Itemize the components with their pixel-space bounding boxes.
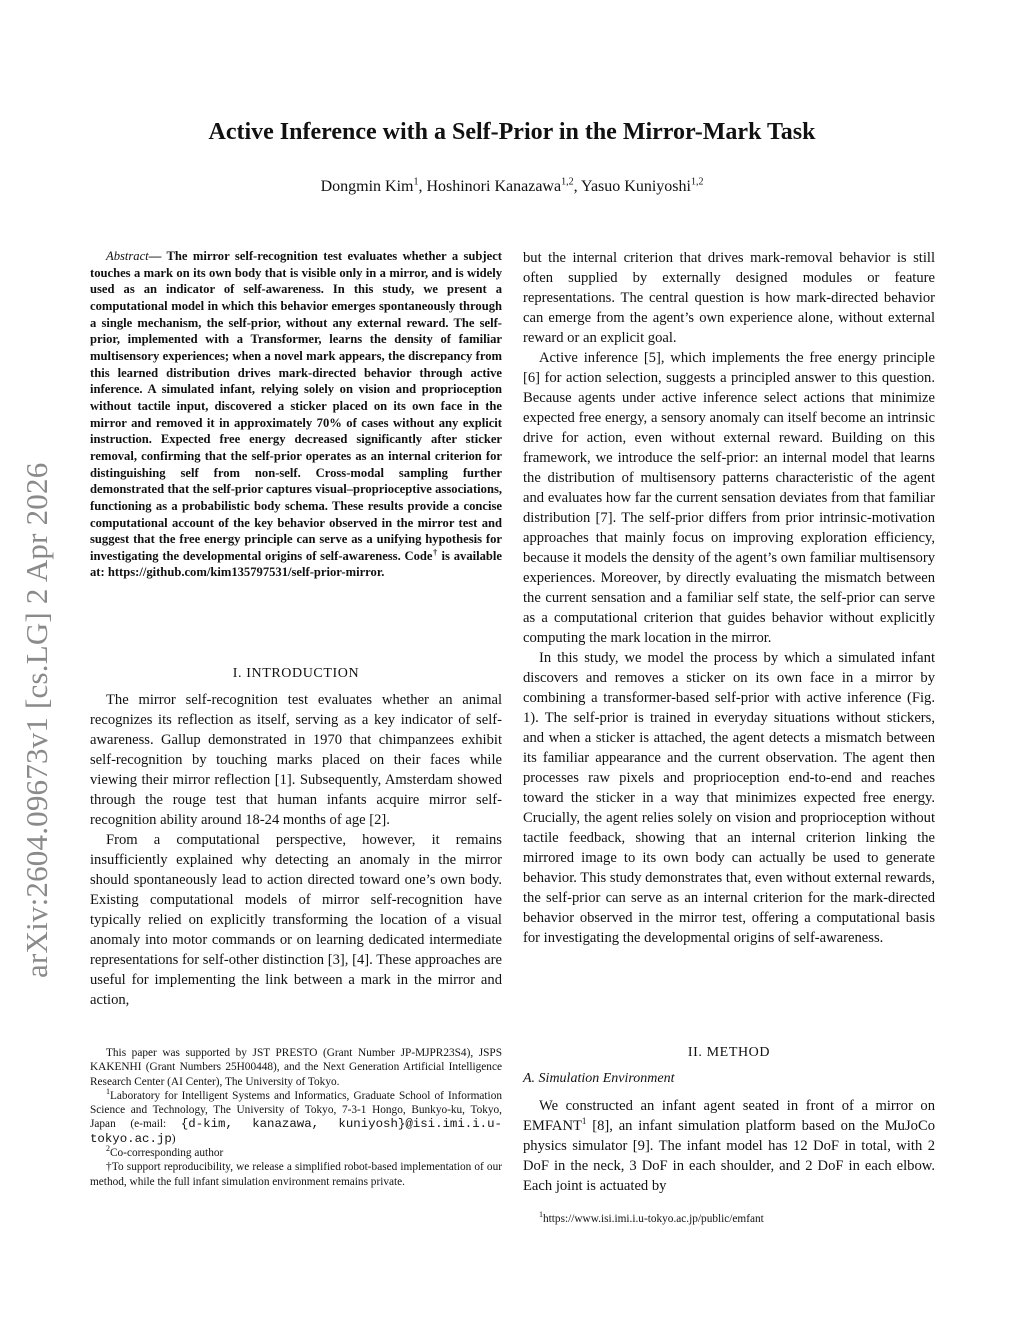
- author-name: Dongmin Kim: [320, 178, 414, 195]
- abstract-text: — The mirror self-recognition test evaluates whether a subject touches a mark on its own body that is visible only in a mirror, and is widely used as an indicator of self-awareness. In this study, we present a computational model in which this behavior emerges spontaneously through a single mechanism, the self-prior, without any external reward. The self-prior, implemented with a Transformer, learns the density of familiar multisensory experiences; when a novel mark appears, the discrepancy from this learned distribution drives mark-directed behavior through active inference. A simulated infant, relying solely on vision and proprioception without tactile input, discovered a sticker placed on its own face in the mirror and removed it in approximately 70% of cases without any explicit instruction. Expected free energy decreased significantly after sticker removal, confirming that the self-prior operates as an internal criterion for distinguishing self from non-self. Cross-modal sampling further demonstrated that the self-prior captures visual–proprioceptive associations, functioning as a probabilistic body schema. These results provide a concise computational account of the key behavior observed in the mirror test and suggest that the free energy principle can serve as a unifying hypothesis for investigating the developmental origins of self-awareness. Code: [90, 249, 502, 563]
- author-name: Yasuo Kuniyoshi: [580, 178, 691, 195]
- affiliation-footnote-2: [90, 1146, 502, 1160]
- method-text: We constructed an infant agent seated in front of a mirror on EMFANT: [523, 1098, 935, 1134]
- paragraph: In this study, we model the process by which a simulated infant discovers and removes a sticker on its own face in a mirror by combining a transformer-based self-prior with active inference (Fig. 1). The self-prior is trained in everyday situations without stickers, and when a sticker is attached, the agent detects a mismatch between its familiar appearance and the current observation. The agent then processes raw pixels and proprioception end-to-end and reaches toward the sticker in a way that minimizes expected free energy. Crucially, the agent relies solely on vision and proprioception without tactile feedback, showing that an internal criterion linking the mirrored image to its own body can actually be used to generate behavior. This study demonstrates that, even without external rewards, the self-prior can serve as an internal criterion for the mark-directed behavior observed in the mirror test, offering a computational basis for investigating the developmental origins of self-awareness.: [523, 650, 935, 946]
- affiliation-close: ): [171, 1132, 176, 1145]
- reproducibility-footnote: †To support reproducibility, we release a simplified robot-based implementation of our method, while the full infant simulation environment remains private.: [90, 1161, 502, 1188]
- footnote-mark: 1: [106, 1087, 110, 1097]
- subsection-heading-simulation: A. Simulation Environment: [523, 1071, 675, 1086]
- footnote-mark: 1: [539, 1210, 543, 1220]
- paragraph: [523, 1096, 935, 1196]
- method-body: [523, 1096, 935, 1196]
- affiliation-text: Laboratory for Intelligent Systems and Informatics, Graduate School of Information Science and Technology, The University of Tokyo, 7-3-1 Hongo, Bunkyo-ku, Tokyo, Japan (e-mail:: [90, 1089, 502, 1131]
- funding-footnote: This paper was supported by JST PRESTO (Grant Number JP-MJPR23S4), JSPS KAKENHI (Grant Numbers 25H00448), and the Next Generation Artificial Intelligence Research Center (AI Center), The University of Tokyo.: [90, 1047, 502, 1088]
- abstract-label: Abstract: [106, 249, 149, 263]
- method-text: [8], an infant simulation platform based on the MuJoCo physics simulator [9]. The infant model has 12 DoF in total, with 2 DoF in the neck, 3 DoF in each shoulder, and 2 DoF in each elbow. Each joint is actuated by: [523, 1118, 935, 1194]
- affiliation-footnote-1: [90, 1089, 502, 1146]
- footnote-mark: 2: [106, 1144, 110, 1154]
- section-heading-method: II. METHOD: [687, 1045, 771, 1060]
- affiliation-text: Co-corresponding author: [110, 1147, 224, 1160]
- emfant-url[interactable]: https://www.isi.imi.i.u-tokyo.ac.jp/public/emfant: [543, 1213, 764, 1225]
- author-affiliation: 1: [413, 176, 419, 188]
- section-heading-introduction: I. INTRODUCTION: [232, 666, 360, 681]
- abstract-code-link[interactable]: is available at: https://github.com/kim135797531/self-prior-mirror.: [90, 548, 502, 580]
- introduction-body: [90, 690, 502, 1010]
- emfant-url-footnote: [523, 1212, 935, 1226]
- paragraph: but the internal criterion that drives mark-removal behavior is still often supplied by externally designed modules or feature representations. The central question is how mark-directed behavior can emerge from the agent’s own experience alone, without external reward or an explicit goal.: [523, 250, 935, 346]
- paragraph: Active inference [5], which implements the free energy principle [6] for action selection, suggests a principled answer to this question. Because agents under active inference select actions that minimize expected free energy, a sensory anomaly can itself become an intrinsic drive for action, even without external reward. Building on this framework, we introduce the self-prior: an internal model that learns the distribution of multisensory patterns characteristic of the agent and evaluates how far the current sensation deviates from that familiar distribution [7]. The self-prior differs from prior intrinsic-motivation approaches that mainly focus on improving exploration efficiency, because it models the density of the agent’s own familiar multisensory experiences. Moreover, by directly evaluating the mismatch between the current sensation and a familiar self state, the self-prior can serve as a computational criterion that guides behavior without explicitly computing the mark location in the mirror.: [523, 350, 935, 646]
- paragraph: The mirror self-recognition test evaluates whether an animal recognizes its reflection as itself, serving as a key indicator of self-awareness. Gallup demonstrated in 1970 that chimpanzees exhibit self-recognition by touching marks placed on their faces while viewing their mirror reflection [1]. Subsequently, Amsterdam showed through the rouge test that human infants acquire mirror self-recognition ability around 18-24 months of age [2].: [90, 692, 502, 828]
- paragraph: From a computational perspective, however, it remains insufficiently explained why detecting an anomaly in the mirror should spontaneously lead to action directed toward one’s own body. Existing computational models of mirror self-recognition have typically relied on explicitly transforming the location of a visual anomaly into motor commands or on learning dedicated intermediate representations for self-other distinction [3], [4]. These approaches are useful for implementing the link between a mark in the mirror and action,: [90, 832, 502, 1008]
- author-affiliation: 1,2: [690, 176, 704, 188]
- author-name: Hoshinori Kanazawa: [426, 178, 562, 195]
- author-affiliation: 1,2: [561, 176, 574, 188]
- email-address[interactable]: {d-kim, kanazawa, kuniyosh}@isi.imi.i.u-tokyo.ac.jp: [90, 1117, 502, 1146]
- right-footnote: [523, 1212, 935, 1226]
- footnote-mark: 1: [581, 1116, 587, 1127]
- introduction-body-continued: [523, 248, 935, 948]
- author-line: Dongmin Kim$^1$, Hoshinori Kanazawa$^{1,2}$, Yasuo Kuniyoshi$^{1,2}$: [320, 176, 704, 195]
- code-footnote-mark: †: [432, 547, 438, 557]
- paper-title: Active Inference with a Self-Prior in the Mirror-Mark Task: [208, 119, 816, 145]
- arxiv-identifier-stamp: arXiv:2604.09673v1 [cs.LG] 2 Apr 2026: [19, 462, 54, 978]
- left-footnotes: [90, 1046, 502, 1189]
- abstract: [90, 248, 502, 581]
